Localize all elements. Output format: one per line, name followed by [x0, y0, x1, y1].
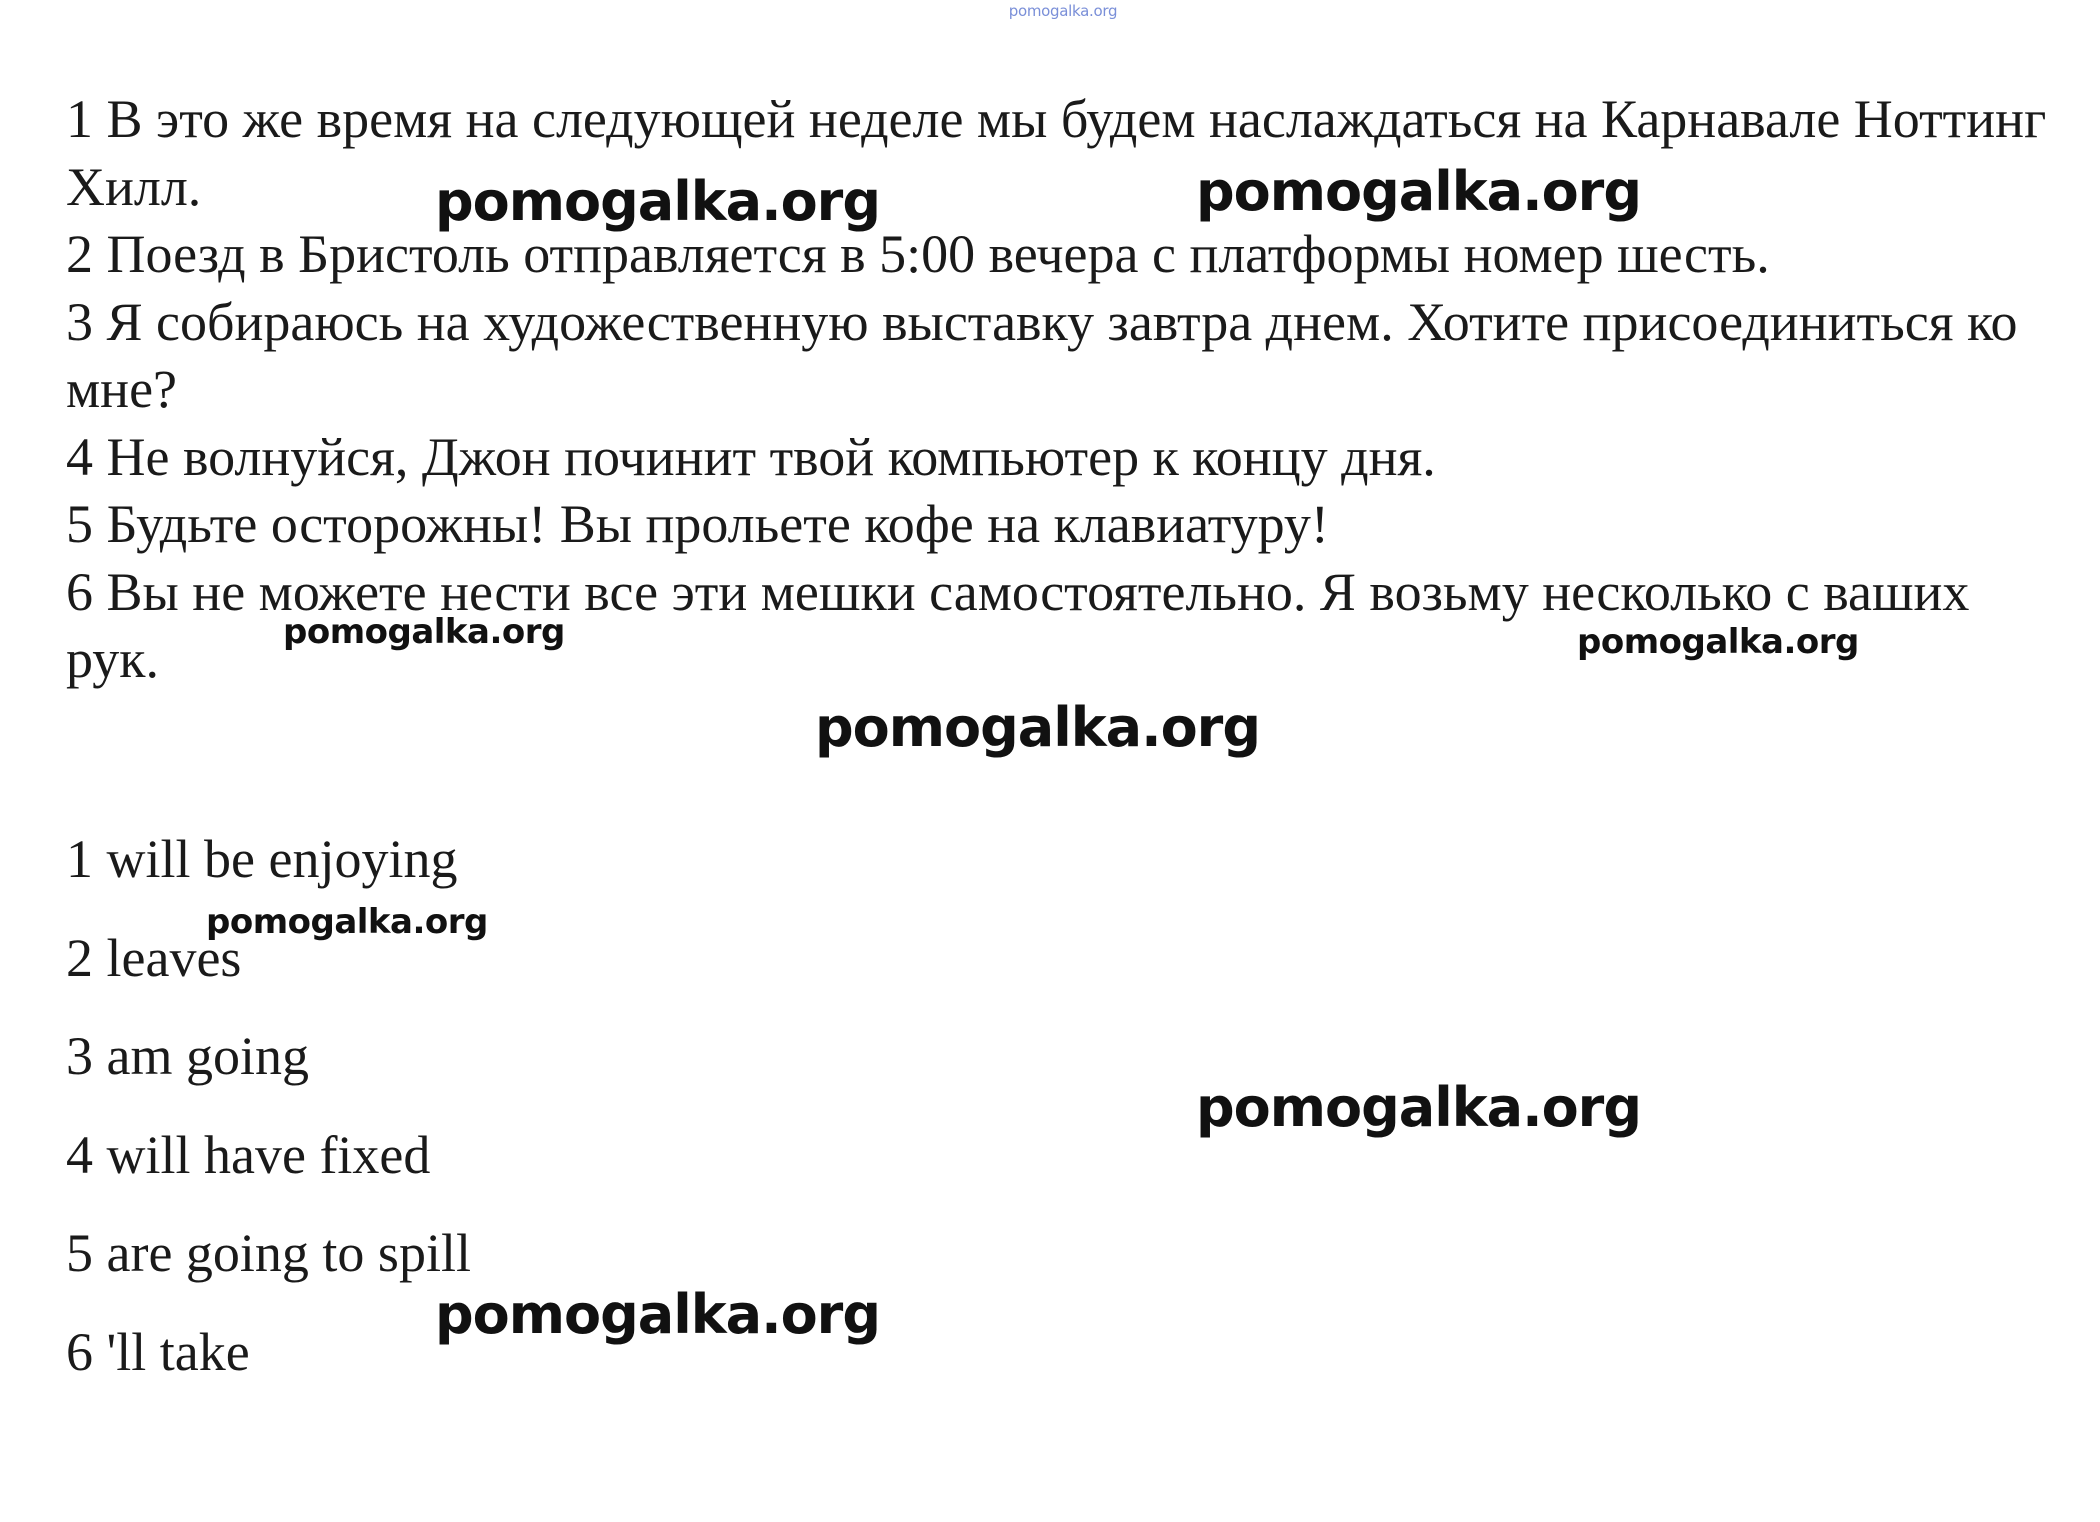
- watermark: pomogalka.org: [435, 1283, 880, 1346]
- answer-3: 3 am going: [66, 1026, 309, 1087]
- answer-6: 6 'll take: [66, 1321, 250, 1382]
- translation-line-3: 3 Я собираюсь на художественную выставку завтра днем. Хотите присоединиться ко мне?: [66, 291, 2018, 419]
- translation-line-6: 6 Вы не можете нести все эти мешки самостоятельно. Я возьму несколько с ваших рук.: [66, 561, 1970, 689]
- translation-line-4: 4 Не волнуйся, Джон починит твой компьютер к концу дня.: [66, 426, 1436, 487]
- watermark: pomogalka.org: [283, 612, 565, 652]
- watermark: pomogalka.org: [435, 170, 880, 233]
- answer-4: 4 will have fixed: [66, 1124, 431, 1185]
- translation-line-2: 2 Поезд в Бристоль отправляется в 5:00 вечера с платформы номер шесть.: [66, 224, 1770, 284]
- watermark: pomogalka.org: [1196, 160, 1641, 223]
- answer-2: 2 leaves: [66, 927, 242, 988]
- watermark: pomogalka.org: [206, 902, 488, 942]
- watermark: pomogalka.org: [1577, 622, 1859, 662]
- watermark: pomogalka.org: [815, 696, 1260, 759]
- translation-line-5: 5 Будьте осторожны! Вы прольете кофе на клавиатуру!: [66, 494, 1329, 554]
- header-watermark: pomogalka.org: [1008, 2, 1118, 20]
- translation-text: [66, 86, 2056, 694]
- answer-1: 1 will be enjoying: [66, 829, 458, 889]
- translation-line-1: 1 В это же время на следующей неделе мы будем наслаждаться на Карнавале Ноттинг Хилл.: [66, 89, 2047, 217]
- answer-5: 5 are going to spill: [66, 1223, 471, 1284]
- watermark: pomogalka.org: [1196, 1076, 1641, 1139]
